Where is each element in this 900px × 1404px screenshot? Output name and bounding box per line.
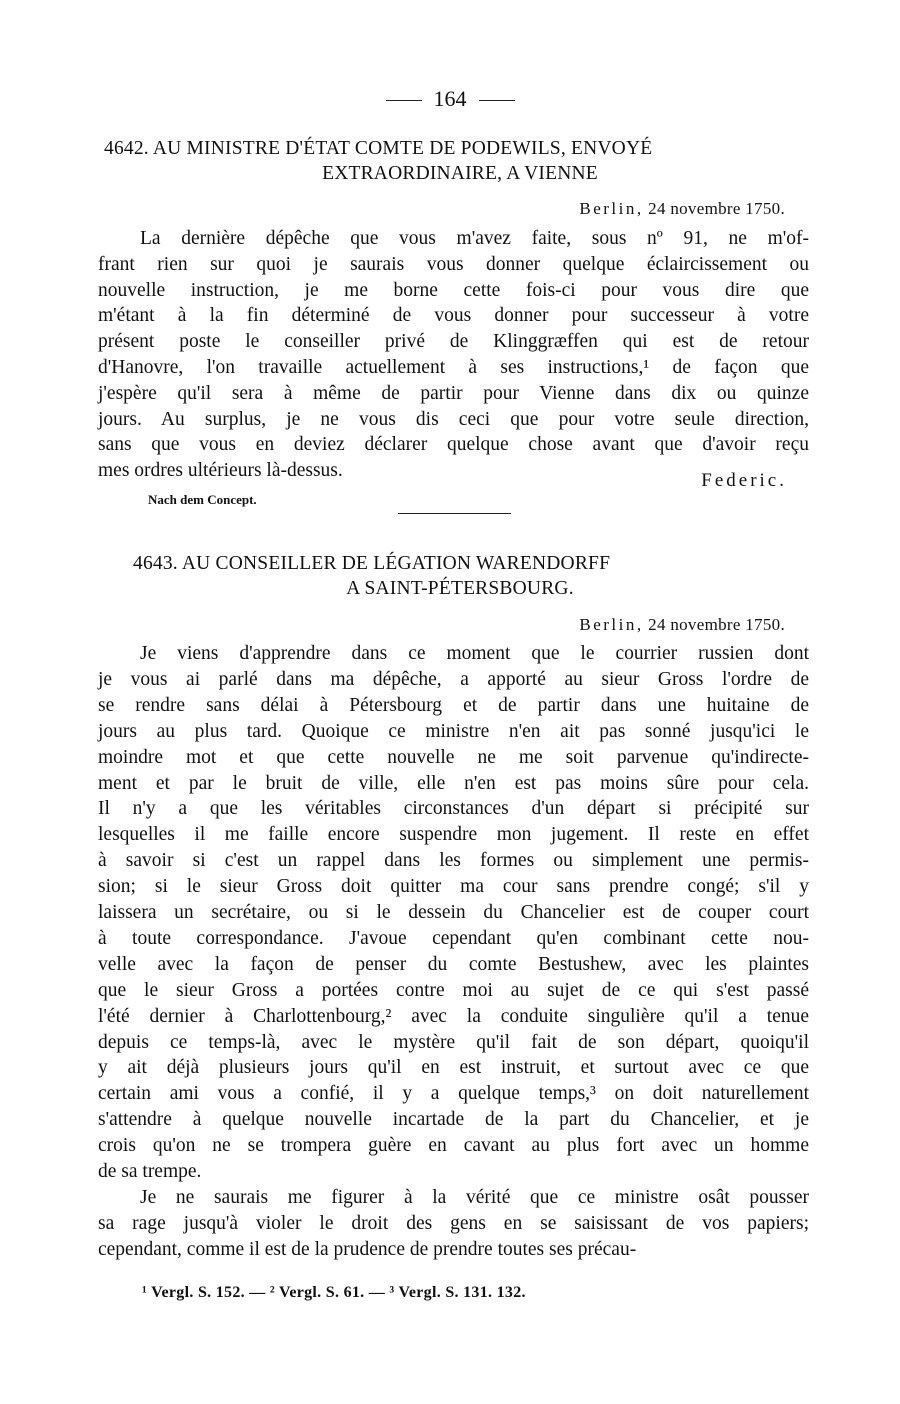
letter2-heading-line1: 4643. AU CONSEILLER DE LÉGATION WARENDORFF	[133, 553, 611, 574]
text-line: Je viens d'apprendre dans ce moment que le courrier russien dont	[140, 643, 809, 664]
text-line: sion; si le sieur Gross doit quitter ma cour sans prendre congé; s'il y	[98, 876, 809, 898]
text-line: Il n'y a que les véritables circonstances d'un départ si précipité sur	[98, 798, 809, 820]
text-line: ment et par le bruit de ville, elle n'en est pas moins sûre pour cela.	[98, 772, 809, 794]
text-line: cependant, comme il est de la prudence de prendre toutes ses précau-	[98, 1239, 637, 1260]
letter1-heading-line1: 4642. AU MINISTRE D'ÉTAT COMTE DE PODEWILS, ENVOYÉ	[104, 138, 653, 159]
letter2-date	[579, 615, 785, 635]
text-line: se rendre sans délai à Pétersbourg et de partir dans une huitaine de	[98, 694, 809, 716]
text-line: l'été dernier à Charlottenbourg,² avec la conduite singulière qu'il a tenue	[98, 1005, 809, 1027]
text-line: laissera un secrétaire, ou si le dessein du Chancelier est de couper court	[98, 902, 809, 923]
text-line: y ait déjà plusieurs jours qu'il en est instruit, et surtout avec ce que	[98, 1057, 809, 1079]
text-line: crois qu'on ne se trompera guère en cavant au plus fort avec un homme	[98, 1135, 809, 1157]
text-line: lesquelles il me faille encore suspendre mon jugement. Il reste en effet	[98, 824, 809, 846]
letter2-heading-line2: A SAINT-PÉTERSBOURG.	[346, 578, 574, 599]
text-line: sans que vous en deviez déclarer quelque chose avant que d'avoir reçu	[98, 434, 809, 456]
dash-left	[386, 100, 422, 101]
text-line: m'étant à la fin déterminé de vous donner pour successeur à votre	[98, 305, 809, 327]
page-number: 164	[433, 86, 467, 111]
letter1-date-rest: 24 novembre 1750.	[648, 199, 785, 218]
text-line: jours. Au surplus, je ne vous dis ceci que pour votre seule direction,	[98, 408, 809, 430]
text-line: certain ami vous a confié, il y a quelque temps,³ on doit naturellement	[98, 1083, 809, 1105]
text-line: La dernière dépêche que vous m'avez faite, sous nº 91, ne m'of-	[140, 228, 809, 249]
text-line: moindre mot et que cette nouvelle ne me soit parvenue qu'indirecte-	[98, 746, 809, 768]
dash-right	[479, 100, 515, 101]
letter1-date-place: Berlin,	[579, 199, 644, 218]
footnotes: ¹ Vergl. S. 152. — ² Vergl. S. 61. — ³ Vergl. S. 131. 132.	[142, 1284, 526, 1301]
letter1-signature: Federic.	[701, 470, 787, 491]
text-line: jours au plus tard. Quoique ce ministre n'en ait pas sonné jusqu'ici le	[98, 720, 809, 742]
text-line: de sa trempe.	[98, 1161, 202, 1182]
text-line: velle avec la façon de penser du comte Bestushew, avec les plaintes	[98, 953, 809, 975]
text-line: sa rage jusqu'à violer le droit des gens en se saisissant de vos papiers;	[98, 1213, 809, 1234]
text-line: à savoir si c'est un rappel dans les formes ou simplement une permis-	[98, 850, 809, 872]
letter1-heading-line2: EXTRAORDINAIRE, A VIENNE	[322, 163, 598, 184]
text-line: je vous ai parlé dans ma dépêche, a apporté au sieur Gross l'ordre de	[98, 668, 809, 690]
text-line: nouvelle instruction, je me borne cette fois-ci pour vous dire que	[98, 279, 809, 301]
page-number-row	[0, 86, 900, 112]
letter1-source-note: Nach dem Concept.	[148, 492, 257, 507]
text-line: à toute correspondance. J'avoue cependant qu'en combinant cette nou-	[98, 927, 809, 949]
text-line: présent poste le conseiller privé de Klinggræffen qui est de retour	[98, 331, 809, 353]
text-line: depuis ce temps-là, avec le mystère qu'il fait de son départ, quoiqu'il	[98, 1031, 809, 1053]
text-line: frant rien sur quoi je saurais vous donner quelque éclaircissement ou	[98, 253, 809, 275]
letter1-date	[579, 199, 785, 219]
text-line: j'espère qu'il sera à même de partir pour Vienne dans dix ou quinze	[98, 382, 809, 404]
text-line: mes ordres ultérieurs là-dessus.	[98, 460, 343, 482]
text-line: que le sieur Gross a portées contre moi au sujet de ce qui s'est passé	[98, 979, 809, 1001]
text-line: Je ne saurais me figurer à la vérité que ce ministre osât pousser	[140, 1187, 809, 1208]
text-line: s'attendre à quelque nouvelle incartade de la part du Chancelier, et je	[98, 1109, 809, 1131]
separator-rule	[398, 513, 511, 514]
text-line: d'Hanovre, l'on travaille actuellement à ses instructions,¹ de façon que	[98, 357, 809, 378]
letter2-date-place: Berlin,	[579, 615, 644, 634]
letter2-date-rest: 24 novembre 1750.	[648, 615, 785, 634]
